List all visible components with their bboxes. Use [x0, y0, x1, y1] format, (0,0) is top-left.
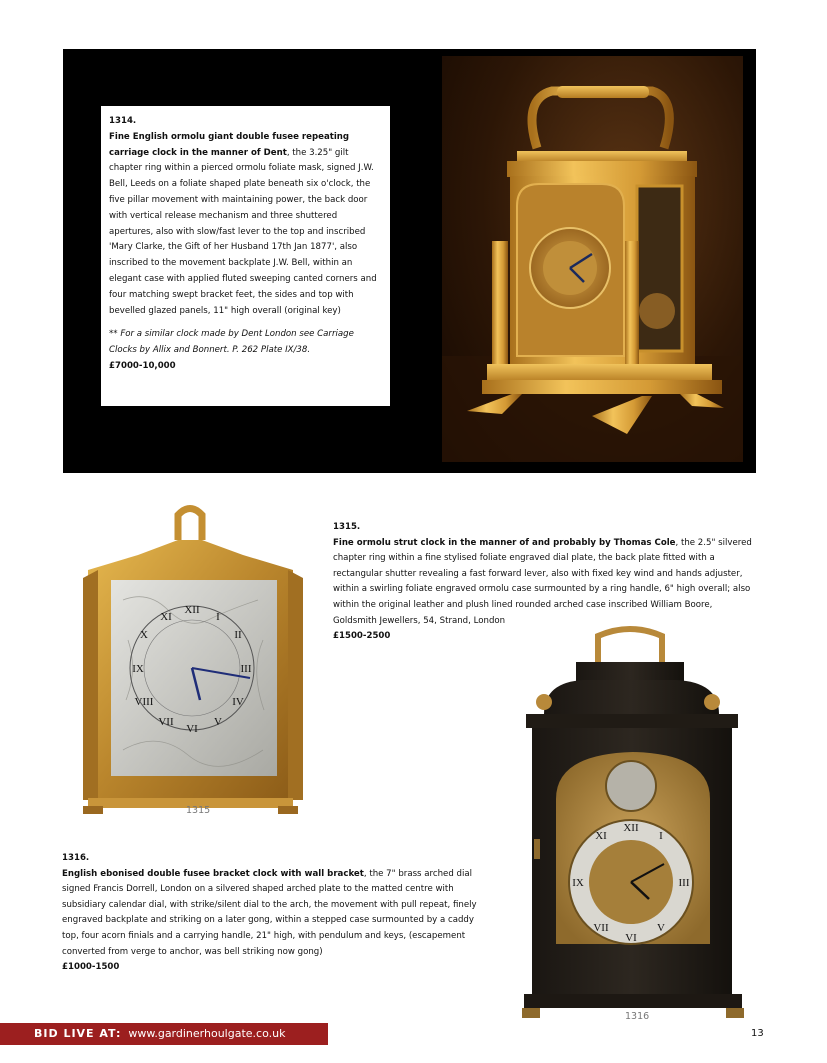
lot-1315-title: Fine ormolu strut clock in the manner of and probably by Thomas Cole	[333, 537, 676, 548]
lot-1316-number: 1316.	[62, 853, 90, 863]
svg-text:VII: VII	[593, 922, 609, 934]
svg-text:II: II	[234, 629, 242, 641]
svg-text:XII: XII	[623, 822, 639, 834]
lot-1316-description	[62, 851, 482, 976]
lot-1316-caption: 1316	[625, 1011, 650, 1022]
svg-text:IX: IX	[132, 663, 144, 675]
svg-text:III: III	[240, 663, 252, 675]
svg-text:III: III	[678, 877, 690, 889]
strut-clock-photo	[78, 500, 308, 818]
carriage-clock-photo	[442, 56, 743, 462]
svg-text:IX: IX	[572, 877, 584, 889]
svg-text:XI: XI	[160, 611, 172, 623]
lot-1314-body: , the 3.25" gilt chapter ring within a pierced ormolu foliate mask, signed J.W. Bell, Leeds on a foliate shaped plate beneath six o'clock, the five pillar movement with maintaining power, the back door with vertical release mechanism and three shuttered apertures, also with slow/fast lever to the top and inscribed 'Mary Clarke, the Gift of her Husband 17th Jan 1877', also inscribed to the movement backplate J.W. Bell, within an elegant case with applied fluted sweeping canted corners and four matching swept bracket feet, the sides and top with bevelled glazed panels, 11" high overall (original key)	[109, 147, 377, 316]
lot-1315-number: 1315.	[333, 522, 361, 532]
lot-1315-body: , the 2.5" silvered chapter ring within a fine stylised foliate engraved dial plate, the back plate fitted with a rectangular shutter revealing a fast forward lever, also with fixed key wind and hands adjuster, within a swirling foliate engraved ormolu case surmounted by a ring handle, 6" high overall; also within the original leather and plush lined rounded arched case inscribed William Boore, Goldsmith Jewellers, 54, Strand, London	[333, 537, 752, 626]
lot-1316-title: English ebonised double fusee bracket clock with wall bracket	[62, 868, 364, 879]
svg-text:V: V	[657, 922, 665, 934]
svg-text:VII: VII	[158, 716, 174, 728]
lot-1316-text	[62, 867, 482, 961]
svg-text:X: X	[140, 629, 148, 641]
svg-text:IV: IV	[232, 696, 244, 708]
svg-text:XII: XII	[184, 604, 200, 616]
svg-text:I: I	[216, 611, 220, 623]
lot-1314-text	[109, 130, 383, 320]
svg-text:XI: XI	[595, 830, 607, 842]
lot-1315-text	[333, 536, 753, 630]
bracket-clock-photo	[514, 624, 752, 1024]
lot-1316-price: £1000-1500	[62, 962, 120, 973]
svg-text:I: I	[659, 830, 663, 842]
website-link[interactable]: www.gardinerhoulgate.co.uk	[128, 1027, 286, 1040]
lot-1315-caption: 1315	[186, 805, 211, 816]
lot-1314-price: £7000-10,000	[109, 360, 176, 371]
bid-live-footer	[0, 1023, 328, 1045]
lot-1314-description	[101, 106, 390, 406]
svg-text:VIII: VIII	[134, 696, 154, 708]
bid-live-label: BID LIVE AT:	[34, 1027, 122, 1040]
lot-1314-note: ** For a similar clock made by Dent London see Carriage Clocks by Allix and Bonnert. P. 262 Plate IX/38.	[109, 329, 354, 356]
lot-1316-body: , the 7" brass arched dial signed Francis Dorrell, London on a silvered shaped arched plate to the matted centre with subsidiary calendar dial, with strike/silent dial to the arch, the movement with pull repeat, finely engraved backplate and striking on a later gong, within a stepped case surmounted by a caddy top, four acorn finials and a carrying handle, 21" high, with pendulum and keys, (escapement converted from verge to anchor, was bell striking now gong)	[62, 868, 477, 957]
svg-text:VI: VI	[186, 723, 198, 735]
lot-1314-title: Fine English ormolu giant double fusee repeating carriage clock in the manner of Dent	[109, 131, 350, 158]
lot-1315-price: £1500-2500	[333, 631, 391, 642]
svg-text:VI: VI	[625, 932, 637, 944]
page-number: 13	[751, 1028, 764, 1039]
svg-text:V: V	[214, 716, 222, 728]
lot-1314-number: 1314.	[109, 116, 137, 126]
